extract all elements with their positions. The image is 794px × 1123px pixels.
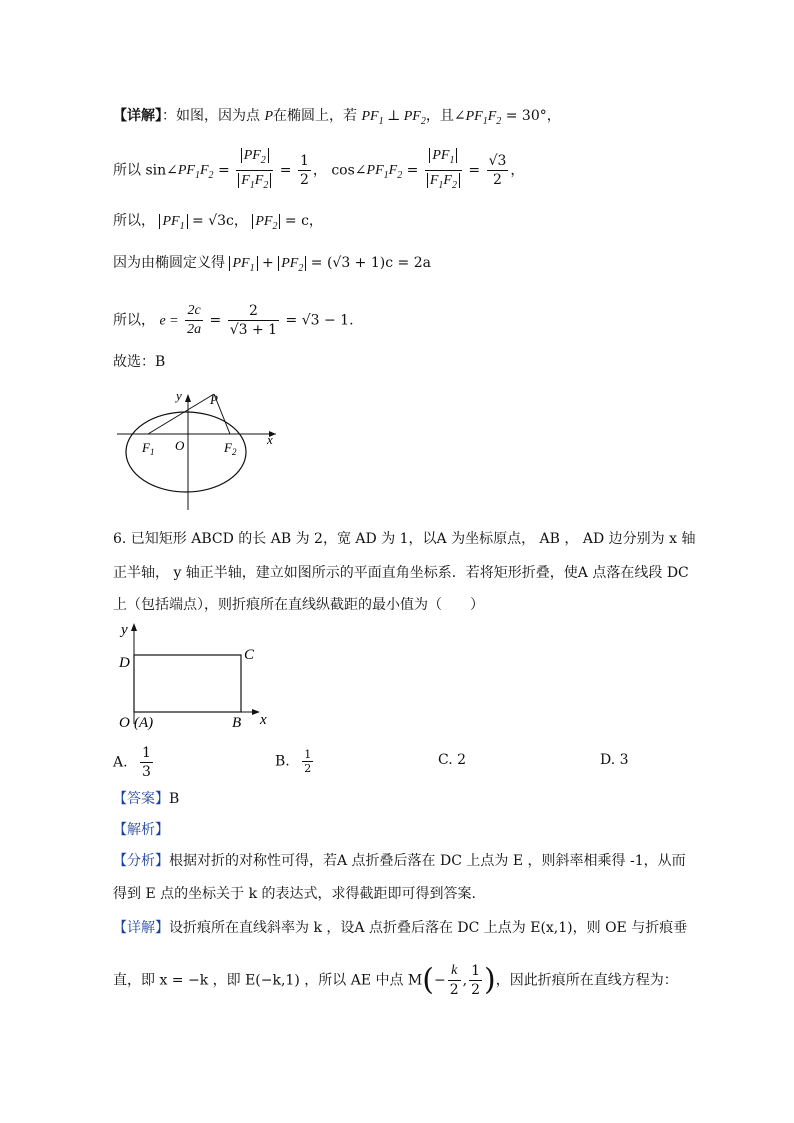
y-label: y — [176, 392, 182, 403]
point-d-label: D — [119, 655, 130, 671]
y-label: y — [121, 622, 128, 638]
answer-line — [113, 789, 179, 809]
x-axis-arrow — [252, 709, 260, 715]
f2-label: $F_2$ — [224, 440, 237, 457]
sol5-line-1: 【详解】：如图，因为点 P在椭圆上，若 $PF_1$ ⊥ $PF_2$，且$\angle PF_1F_2 = 30^\circ$， — [113, 108, 561, 127]
point-p-label: P — [210, 392, 218, 407]
f1-label: $F_1$ — [142, 440, 155, 457]
point-c-label: C — [244, 647, 255, 663]
point-a-label: (A) — [134, 715, 154, 730]
x-label: x — [260, 712, 267, 728]
fraction: $\frac{PF_2}{F_1F_2}$ — [236, 146, 273, 195]
q6-line-3: 上（包括端点），则折痕所在直线纵截距的最小值为（ ） — [113, 597, 484, 613]
analysis-line-2: 得到 E 点的坐标关于 k 的表达式，求得截距即可得到答案. — [113, 886, 476, 902]
fraction: $\frac{1}{2}$ — [299, 152, 309, 188]
sol5-line-3: 所以， $PF_1 = √3c$， $PF_2 = c$， — [113, 213, 323, 232]
sol5-line-4: 因为由椭圆定义得 $PF_1 + PF_2 = (√3 + 1)c = 2a$ — [113, 255, 431, 274]
origin-label: O — [119, 715, 130, 730]
rectangle-abcd — [134, 655, 241, 712]
option-a[interactable]: A. $\frac{1}{3}$ — [113, 745, 151, 780]
fraction: $\frac{2}{√3 + 1}$ — [229, 303, 278, 338]
detail-tag: 【详解】 — [113, 108, 162, 124]
answer-value: B — [169, 791, 180, 807]
fraction: $\frac{1}{2}$ — [304, 748, 312, 775]
sol5-line-5: 所以， e = $\frac{2c}{2a}$ = $\frac{2}{√3 + 1}$ = √3 − 1. — [113, 303, 354, 338]
detail6-line-2: 直，即 x = −k ，即 E(−k,1) ，所以 AE 中点 M(− $\frac{k}{2}$ , $\frac{1}{2}$ )，因此折痕所在直线方程为： — [113, 962, 678, 998]
rectangle-figure — [112, 620, 282, 730]
ellipse-figure — [112, 392, 292, 512]
fraction: $\frac{2c}{2a}$ — [187, 303, 202, 337]
fraction: $\frac{k}{2}$ — [449, 963, 459, 998]
q6-line-1: 6. 已知矩形 ABCD 的长 AB 为 2，宽 AD 为 1，以A 为坐标原点， AB ， AD 边分别为 x 轴 — [113, 531, 696, 547]
fraction: $\frac{1}{2}$ — [471, 963, 481, 998]
answer-tag: 【答案】 — [113, 791, 169, 807]
origin-label: O — [175, 438, 185, 453]
sol5-line-2: 所以 $\sin\angle PF_1F_2$ = $\frac{PF_2}{F_1F_2}$ = $\frac{1}{2}$ ， $\cos\angle PF_1F_2$ = $\frac{PF_1}{F_1F_2}$ = $\frac{√3}{2}$ ， — [113, 146, 524, 195]
analysis-tag: 【解析】 — [113, 822, 169, 838]
choice-text: 故选：B — [113, 354, 166, 370]
fraction: $\frac{√3}{2}$ — [488, 152, 507, 188]
y-axis-arrow — [131, 623, 137, 631]
fraction: $\frac{PF_1}{F_1F_2}$ — [425, 146, 462, 195]
x-label: x — [267, 432, 273, 447]
y-axis-arrow — [185, 394, 191, 402]
option-b[interactable]: B. $\frac{1}{2}$ — [275, 748, 312, 775]
fraction: $\frac{1}{3}$ — [142, 745, 151, 780]
option-d[interactable]: D. 3 — [600, 752, 629, 768]
analysis-line-1: 【分析】根据对折的对称性可得，若A 点折叠后落在 DC 上点为 E ，则斜率相乘得 -1，从而 — [113, 853, 686, 869]
detail6-line-1: 【详解】设折痕所在直线斜率为 k ，设A 点折叠后落在 DC 上点为 E(x,1)，则 OE 与折痕垂 — [113, 920, 688, 936]
q6-line-2: 正半轴， y 轴正半轴，建立如图所示的平面直角坐标系．若将矩形折叠，使A 点落在线段 DC — [113, 565, 689, 581]
point-b-label: B — [232, 715, 242, 730]
option-c[interactable]: C. 2 — [438, 752, 467, 768]
